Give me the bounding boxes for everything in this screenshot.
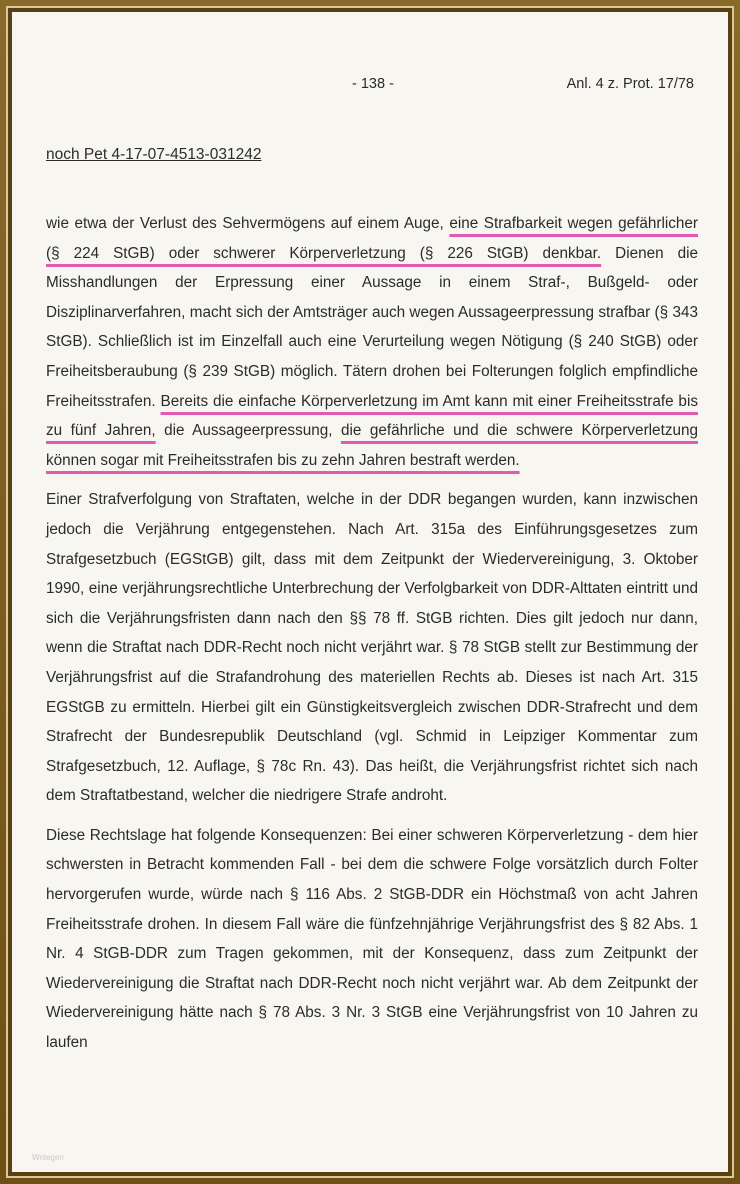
paragraph-1-text-b: Dienen die Misshandlungen der Erpressung einer Aussage in einem Straf-, Bußgeld- oder Disziplinarverfahren, macht sich der Amtsträger auch wegen Aussageerpressung strafbar (§ 343 StGB). Schließlich ist im Einzelfall auch eine Verurteilung wegen Nötigung (§ 240 StGB) oder Freiheitsberaubung (§ 239 StGB) möglich. Tätern drohen bei Folterungen folglich empfindliche Freiheitsstrafen. (46, 244, 699, 410)
highlighted-passage-1: eine Strafbarkeit wegen gefährlicher (§ 224 StGB) oder schwerer Körperverletzung (§ 226 StGB) denkbar. (46, 215, 698, 262)
highlighted-passage-2: Bereits die einfache Körperverletzung im Amt kann mit einer Freiheitsstrafe bis zu fünf Jahren, (46, 392, 698, 440)
paragraph-1 (46, 209, 698, 475)
highlighted-passage-3: die gefährliche und die schwere Körperverletzung können sogar mit Freiheitsstrafen bis zu zehn Jahren bestraft werden. (46, 422, 698, 469)
page-number: - 138 - (352, 76, 394, 92)
document-body (46, 209, 698, 1068)
watermark: Writegen (32, 1153, 64, 1162)
paragraph-2: Einer Strafverfolgung von Straftaten, welche in der DDR begangen wurden, kann inzwischen jedoch die Verjährung entgegenstehen. Nach Art. 315a des Einführungsgesetzes zum Strafgesetzbuch (EGStGB) gilt, dass mit dem Zeitpunkt der Wiedervereinigung, 3. Oktober 1990, eine verjährungsrechtliche Unterbrechung der Verfolgbarkeit von DDR-Alttaten eintritt und sich die Verjährungsfristen dann nach den §§ 78 ff. StGB richten. Dies gilt jedoch nur dann, wenn die Straftat nach DDR-Recht noch nicht verjährt war. § 78 StGB stellt zur Bestimmung der Verjährungsfrist auf die Strafandrohung des materiellen Rechts ab. Dieses ist nach Art. 315 EGStGB zu ermitteln. Hierbei gilt ein Günstigkeitsvergleich zwischen DDR-Strafrecht und dem Strafrecht der Bundesrepublik Deutschland (vgl. Schmid in Leipziger Kommentar zum Strafgesetzbuch, 12. Auflage, § 78c Rn. 43). Das heißt, die Verjährungsfrist richtet sich nach dem Straftatbestand, welcher die niedrigere Strafe androht. (46, 491, 698, 805)
paragraph-3: Diese Rechtslage hat folgende Konsequenzen: Bei einer schweren Körperverletzung - dem hier schwersten in Betracht kommenden Fall - bei dem die schwere Folge vorsätzlich durch Folter hervorgerufen wurde, würde nach § 116 Abs. 2 StGB-DDR ein Höchstmaß von acht Jahren Freiheitsstrafe drohen. In diesem Fall wäre die fünfzehnjährige Verjährungsfrist des § 82 Abs. 1 Nr. 4 StGB-DDR zum Tragen gekommen, mit der Konsequenz, dass zum Zeitpunkt der Wiedervereinigung die Straftat nach DDR-Recht noch nicht verjährt war. Ab dem Zeitpunkt der Wiedervereinigung hätte nach § 78 Abs. 3 Nr. 3 StGB eine Verjährungsfrist von 10 Jahren zu laufen (46, 826, 698, 1052)
petition-reference: noch Pet 4-17-07-4513-031242 (46, 146, 262, 163)
document-reference: Anl. 4 z. Prot. 17/78 (566, 76, 694, 92)
paragraph-1-text-c: die Aussageerpressung, (155, 422, 341, 440)
frame-inner-border (6, 6, 734, 1178)
paragraph-1-text-a: wie etwa der Verlust des Sehvermögens auf einem Auge, (46, 215, 450, 232)
document-page (12, 12, 728, 1172)
